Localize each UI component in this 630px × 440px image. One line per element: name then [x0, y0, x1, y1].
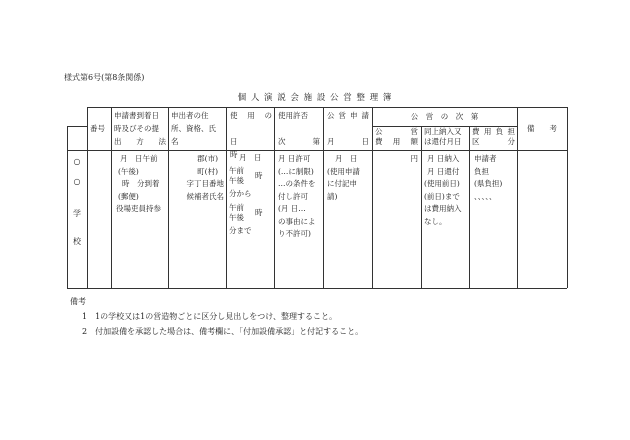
- cell-line: 午後: [229, 213, 244, 222]
- cell-line: 負担: [474, 166, 489, 176]
- header-line: 使 用 の: [230, 111, 272, 120]
- cell-line: なし。: [424, 216, 447, 226]
- header-line: 日 時: [230, 137, 268, 159]
- header-permit: [278, 109, 320, 148]
- cell-applicant: [170, 153, 224, 203]
- cell-line: 請): [327, 191, 338, 201]
- cell-line: 分から: [229, 189, 252, 198]
- cell-line: 月 日: [335, 154, 358, 163]
- cell-line: 郡(市): [197, 154, 218, 163]
- cell-line: (月 日…: [278, 204, 306, 213]
- cell-line: …の条件を: [278, 179, 316, 188]
- header-cost: [375, 127, 418, 147]
- cell-line: (午後): [118, 166, 139, 176]
- cell-line: 月 日午前: [120, 154, 158, 163]
- header-line: 使用許否: [278, 111, 308, 120]
- cell-line: 、、、、、: [474, 191, 497, 201]
- cell-line: 候補者氏名: [186, 191, 224, 201]
- cell-line: 午後: [229, 176, 244, 185]
- side-char: ○: [73, 177, 81, 186]
- cell-line: 付し許可: [278, 191, 308, 201]
- cell-public-request: [327, 153, 371, 203]
- header-line: 公営申請: [327, 111, 369, 120]
- header-applicant: [171, 109, 225, 148]
- header-line: は還付月日: [424, 137, 462, 146]
- cell-line: (…に制限): [278, 166, 314, 176]
- cell-permit: [278, 153, 322, 241]
- header-line: 区 分: [472, 137, 515, 146]
- header-line: 費 用 負 担: [472, 127, 515, 136]
- form-label: 様式第6号(第8条関係): [64, 73, 145, 82]
- header-line: 同上納入又: [424, 127, 462, 136]
- note-item: 1 1の学校又は1の営造物ごとに区分し見出しをつけ、整理すること。: [82, 312, 337, 321]
- cell-line: (前日)まで: [424, 191, 460, 201]
- header-line: 費 用 額: [375, 137, 418, 146]
- cell-line: (郵便): [118, 191, 139, 201]
- cell-line: 申請者: [474, 154, 497, 163]
- side-char: ○: [73, 157, 81, 166]
- cell-line: に付記申: [327, 179, 357, 188]
- header-burden: [472, 127, 515, 147]
- cell-line: 月 日納入: [427, 154, 460, 163]
- header-line: 月 日: [327, 137, 369, 146]
- note-item: 2 付加設備を承認した場合は、備考欄に、「付加設備承認」と付記すること。: [82, 327, 364, 336]
- notes-heading: 備考: [70, 297, 86, 306]
- cell-line: 月 日許可: [278, 154, 311, 163]
- header-receipt: [114, 109, 166, 148]
- header-line: 次 第: [278, 137, 320, 146]
- cell-cost: 円: [410, 154, 418, 163]
- header-public-request: [327, 109, 369, 148]
- cell-line: (県負担): [474, 179, 503, 188]
- header-remarks: 備 考: [527, 124, 557, 133]
- header-line: 公 営: [375, 127, 418, 136]
- header-line: 時及びその提: [114, 124, 159, 133]
- header-public-next: 公 営 の 次 第: [410, 112, 479, 121]
- cell-refund: [424, 153, 468, 228]
- cell-line: 午前: [229, 203, 244, 212]
- cell-line: 月 日: [239, 153, 262, 162]
- cell-line: り不許可): [278, 229, 311, 238]
- cell-line: 時 分到着: [122, 179, 160, 188]
- header-line: 申出者の住: [171, 111, 209, 120]
- cell-line: 時: [255, 208, 263, 217]
- header-number: 番号: [90, 124, 105, 133]
- header-line: 所、資格、氏: [171, 124, 216, 133]
- header-line: 出 方 法: [114, 137, 166, 146]
- cell-line: の事由によ: [278, 216, 316, 226]
- cell-line: 月 日還付: [427, 166, 460, 176]
- cell-line: (使用申請: [327, 166, 360, 176]
- side-char: 校: [73, 237, 81, 246]
- header-line: 名: [171, 137, 179, 146]
- cell-use: [229, 153, 273, 236]
- cell-line: (使用前日): [424, 179, 460, 188]
- cell-receipt: [116, 153, 166, 216]
- cell-line: は費用納入: [424, 204, 462, 213]
- cell-line: 時: [255, 171, 263, 180]
- header-line: 申請書到着日: [114, 111, 159, 120]
- school-side-label: [71, 155, 83, 249]
- form-title: 個 人 演 説 会 施 設 公 営 整 理 簿: [237, 93, 393, 103]
- cell-line: 役場吏員持参: [116, 204, 161, 213]
- cell-line: 字丁目番地: [186, 179, 224, 188]
- cell-line: 午前: [229, 166, 244, 175]
- header-refund: [424, 127, 468, 147]
- cell-burden: [474, 153, 516, 203]
- cell-line: 町(村): [197, 166, 218, 176]
- cell-line: 分まで: [229, 226, 252, 235]
- side-char: 学: [73, 209, 81, 218]
